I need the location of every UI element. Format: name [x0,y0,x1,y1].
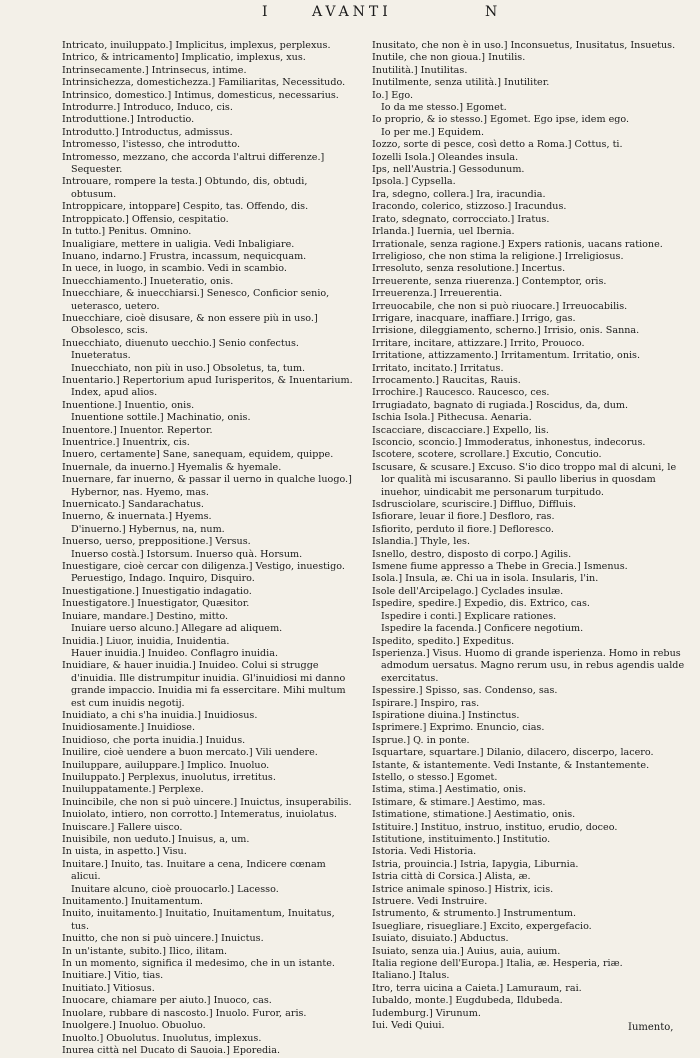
page-number: I [262,4,271,20]
dictionary-entry: Inuestigatione.] Inuestigatio indagatio. [62,585,252,597]
dictionary-entry: Inurea città nel Ducato di Sauoia.] Eporedia. [62,1044,281,1056]
dictionary-entry: Inuisibile, non ueduto.] Inuisus, a, um. [62,834,250,845]
dictionary-entry: Intrinsecamente.] Intrinsecus, intime. [62,64,247,76]
dictionary-entry: Islandia.] Thyle, les. [372,536,471,548]
dictionary-entry: Inuilire, cioè uendere a buon mercato.] Vili uendere. [62,747,318,759]
dictionary-entry: Io.] Ego. [372,89,414,101]
dictionary-entry: Itro, terra uicina a Caieta.] Lamuraum, rai. [372,982,582,994]
dictionary-entry: Inuentione sottile.] Machinatio, onis. [71,412,251,424]
dictionary-entry: Ipsola.] Cypsella. [372,176,456,188]
dictionary-entry: Intromesso, mezzano, che accorda l'altrui differenze.] Sequester. [62,151,325,176]
dictionary-entry: Isconcio, sconcio.] Immoderatus, inhonestus, indecorus. [372,437,646,448]
dictionary-entry: Inuolgere.] Inuoluo. Obuoluo. [62,1020,206,1032]
catchword: Iumento, [628,1022,674,1033]
dictionary-entry: Inuecchiare, & inuecchiarsi.] Senesco, Conficior senio, ueterasco, uetero. [62,288,330,312]
dictionary-entry: Inuecchiato, non più in uso.] Obsoletus, ta, tum. [71,362,306,374]
dictionary-entry: Inuincibile, che non si può uincere.] Inuictus, insuperabilis. [62,796,352,808]
dictionary-entry: Inuocare, chiamare per aiuto.] Inuoco, cas. [62,995,272,1007]
dictionary-entry: Inutilmente, senza utilità.] Inutiliter. [372,77,550,89]
dictionary-entry: Inuolto.] Obuolutus. Inuolutus, implexus. [62,1032,262,1044]
dictionary-entry: Istello, o stesso.] Egomet. [372,771,498,783]
dictionary-entry: Irrochire.] Raucesco. Raucesco, ces. [372,387,550,399]
page-header [0,4,700,22]
dictionary-entry: Io proprio, & io stesso.] Egomet. Ego ipse, idem ego. [372,114,630,126]
dictionary-entry: Italia regione dell'Europa.] Italia, æ. Hesperia, riæ. [372,958,623,970]
dictionary-entry: Ismene fiume appresso a Thebe in Grecia.] Ismenus. [372,561,628,573]
dictionary-entry: Irritare, incitare, attizzare.] Irrito, Prouoco. [372,337,585,349]
dictionary-entry: Ispessire.] Spisso, sas. Condenso, sas. [372,685,558,697]
dictionary-entry: Inuiluppare, auiluppare.] Implico. Inuoluo. [62,759,270,771]
dictionary-entry: Ispiratione diuina.] Instinctus. [372,709,520,721]
dictionary-entry: Irritato, incitato.] Irritatus. [372,362,504,374]
dictionary-entry: Isfiorito, perduto il fiore.] Defloresco. [372,523,554,535]
dictionary-entry: Inualigiare, mettere in ualigia. Vedi Inbaligiare. [62,238,295,250]
dictionary-entry: Irreuerente, senza riuerenza.] Contemptor, oris. [372,275,607,287]
dictionary-entry: Isfiorare, leuar il fiore.] Desfloro, ras. [372,511,555,523]
dictionary-entry: Isprimere.] Exprimo. Enuncio, cias. [372,722,545,734]
dictionary-entry: Inuentore.] Inuentor. Repertor. [62,424,213,436]
dictionary-entry: Istima, stima.] Aestimatio, onis. [372,784,527,796]
dictionary-entry: Ischia Isola.] Pithecusa. Aenaria. [372,412,532,424]
dictionary-entry: Inuiare uerso alcuno.] Allegare ad aliquem. [71,623,283,635]
dictionary-entry: Inuano, indarno.] Frustra, incassum, nequicquam. [62,250,307,262]
dictionary-entry: Inuecchiare, cioè disusare, & non essere più in uso.] Obsolesco, scis. [62,312,318,337]
dictionary-entry: Isola.] Insula, æ. Chi ua in isola. Insularis, l'in. [372,573,599,585]
dictionary-entry: Inuero, certamente] Sane, sanequam, equidem, quippe. [62,449,334,461]
dictionary-entry: In tutto.] Penitus. Omnino. [62,226,192,238]
dictionary-entry: Isdrusciolare, scuriscire.] Diffluo, Diffluis. [372,499,577,511]
dictionary-entry: Inuernicato.] Sandarachatus. [62,499,204,511]
dictionary-entry: Istitutione, instituimento.] Institutio. [372,834,551,845]
dictionary-entry: Isnello, destro, disposto di corpo.] Agilis. [372,548,572,560]
dictionary-entry: Ips, nell'Austria.] Gessodunum. [372,164,525,176]
dictionary-entry: Io da me stesso.] Egomet. [381,102,507,114]
dictionary-entry: Istrice animale spinoso.] Histrix, icis. [372,883,554,895]
dictionary-entry: Irlanda.] Iuernia, uel Ibernia. [372,226,515,238]
dictionary-entry: Iscacciare, discacciare.] Expello, lis. [372,424,549,436]
dictionary-entry: Ispedire, spedire.] Expedio, dis. Extrico, cas. [372,598,590,610]
dictionary-entry: Irritatione, attizzamento.] Irritamentum. Irritatio, onis. [372,350,641,362]
dictionary-entry: Inuiare, mandare.] Destino, mitto. [62,610,229,622]
dictionary-entry: D'inuerno.] Hybernus, na, num. [71,523,225,535]
dictionary-entry: Inuitare.] Inuito, tas. Inuitare a cena, Indicere cœnam alicui. [62,858,326,883]
dictionary-entry: Inuestigare, cioè cercar con diligenza.] Vestigo, inuestigo. Peruestigo, Indago. Inquiro, Disquiro. [62,561,345,585]
dictionary-entry: Introppicato.] Offensio, cespitatio. [62,213,229,225]
dictionary-entry: Intricato, inuiluppato.] Implicitus, implexus, perplexus. [62,40,331,51]
dictionary-entry: Inutilità.] Inutilitas. [372,64,468,76]
dictionary-entry: Ispedire la facenda.] Conficere negotium. [381,623,584,635]
dictionary-entry: Inuerso costà.] Istorsum. Inuerso quà. Horsum. [71,548,303,560]
dictionary-entry: Io per me.] Equidem. [381,126,485,138]
dictionary-entry: Inuitiato.] Vitiosus. [62,982,155,994]
dictionary-entry: Istimare, & stimare.] Aestimo, mas. [372,796,546,808]
dictionary-entry: Inuidia.] Liuor, inuidia, Inuidentia. [62,635,230,647]
dictionary-entry: Introuare, rompere la testa.] Obtundo, dis, obtudi, obtusum. [62,176,308,200]
dictionary-entry: Iracondo, colerico, stizzoso.] Iracundus. [372,201,567,213]
dictionary-entry: Inuiluppatamente.] Perplexe. [62,784,204,796]
dictionary-entry: Iubaldo, monte.] Eugdubeda, Ildubeda. [372,995,563,1007]
dictionary-entry: Inuitto, che non si può uincere.] Inuictus. [62,933,264,945]
dictionary-entry: Ispirare.] Inspiro, ras. [372,697,480,709]
dictionary-entry: Inuitare alcuno, cioè prouocarlo.] Lacesso. [71,883,279,895]
dictionary-entry: Intromesso, l'istesso, che introdutto. [62,139,241,151]
dictionary-entry: Iscotere, scotere, scrollare.] Excutio, Concutio. [372,449,602,461]
dictionary-entry: Irrugiadato, bagnato di rugiada.] Roscidus, da, dum. [372,399,629,411]
dictionary-entry: Isuegliare, risuegliare.] Excito, expergefacio. [372,920,592,932]
dictionary-entry: Inuerno, & inuernata.] Hyems. [62,511,212,523]
dictionary-entry: Irrationale, senza ragione.] Expers rationis, uacans ratione. [372,238,663,250]
dictionary-entry: Inuentrice.] Inuentrix, cis. [62,437,190,448]
dictionary-entry: Isquartare, squartare.] Dilanio, dilacero, discerpo, lacero. [372,747,654,759]
dictionary-entry: Isperienza.] Visus. Huomo di grande isperienza. Homo in rebus admodum uersatus. Magno rerum usu, in rebus agendis ualde exercitatus. [372,647,685,684]
dictionary-entry: Irrigare, inacquare, inaffiare.] Irrigo, gas. [372,312,576,324]
dictionary-entry: Inuitamento.] Inuitamentum. [62,896,203,908]
left-column [62,40,354,1056]
dictionary-entry: Inuentione.] Inuentio, onis. [62,399,195,411]
dictionary-entry: Inuecchiamento.] Inueteratio, onis. [62,275,234,287]
dictionary-entry: Istimatione, stimatione.] Aestimatio, onis. [372,809,576,821]
dictionary-entry: Inuidioso, che porta inuidia.] Inuidus. [62,734,246,746]
dictionary-entry: Iscusare, & scusare.] Excuso. S'io dico troppo mal di alcuni, le lor qualità mi iscusaranno. Si paullo liberius in quosdam inuehor, uindicabit me personarum turpitudo. [372,461,677,498]
dictionary-entry: Istruere. Vedi Instruire. [372,896,488,908]
dictionary-entry: Inuidiato, a chi s'ha inuidia.] Inuidiosus. [62,709,258,721]
dictionary-entry: In un momento, significa il medesimo, che in un istante. [62,958,335,970]
dictionary-entry: Introdutto.] Introductus, admissus. [62,126,233,138]
dictionary-entry: Inuiolato, intiero, non corrotto.] Intemeratus, inuiolatus. [62,809,337,821]
dictionary-entry: Inusitato, che non è in uso.] Inconsuetus, Inusitatus, Insuetus. [372,40,676,51]
dictionary-entry: Irato, sdegnato, corrocciato.] Iratus. [372,213,550,225]
dictionary-entry: Istituire.] Instituo, instruo, instituo, erudio, doceo. [372,821,618,833]
dictionary-entry: In un'istante, subito.] Ilico, ilitam. [62,945,228,957]
dictionary-entry: Introduttione.] Introductio. [62,114,195,126]
dictionary-entry: Iozelli Isola.] Oleandes insula. [372,151,519,163]
dictionary-entry: Isuiato, senza uia.] Auius, auia, auium. [372,945,561,957]
dictionary-entry: Iozzo, sorte di pesce, così detto a Roma.] Cottus, ti. [372,139,623,151]
dictionary-entry: Isole dell'Arcipelago.] Cyclades insulæ. [372,585,564,597]
dictionary-entry: Italiano.] Italus. [372,970,450,982]
right-column [372,40,690,1048]
dictionary-entry: Inutile, che non gioua.] Inutilis. [372,52,526,64]
dictionary-entry: Istante, & istantemente. Vedi Instante, & Instantemente. [372,759,650,771]
dictionary-entry: Istoria. Vedi Historia. [372,846,477,858]
section-letter: N [485,4,501,20]
dictionary-entry: Introdurre.] Introduco, Induco, cis. [62,102,233,114]
dictionary-entry: Intrinsichezza, domestichezza.] Familiaritas, Necessitudo. [62,77,346,89]
dictionary-entry: Hauer inuidia.] Inuideo. Conflagro inuidia. [71,647,279,659]
dictionary-entry: Inuitiare.] Vitio, tias. [62,970,164,982]
dictionary-entry: Irreuocabile, che non si può riuocare.] Irreuocabilis. [372,300,628,312]
dictionary-entry: Ispedito, spedito.] Expeditus. [372,635,515,647]
dictionary-entry: Intrinsico, domestico.] Intimus, domesticus, necessarius. [62,89,339,101]
dictionary-entry: Ira, sdegno, collera.] Ira, iracundia. [372,188,546,200]
dictionary-entry: Irrocamento.] Raucitas, Rauis. [372,374,521,386]
dictionary-entry: Istria città di Corsica.] Alista, æ. [372,871,531,883]
dictionary-entry: In uece, in luogo, in scambio. Vedi in scambio. [62,263,287,275]
dictionary-entry: Introppicare, intoppare] Cespito, tas. Offendo, dis. [62,201,309,213]
dictionary-entry: Irreligioso, che non stima la religione.] Irreligiosus. [372,250,624,262]
dictionary-entry: Inuernale, da inuerno.] Hyemalis & hyemale. [62,461,282,473]
dictionary-entry: In uista, in aspetto.] Visu. [62,846,187,858]
dictionary-entry: Inuidiosamente.] Inuidiose. [62,722,196,734]
dictionary-entry: Inuolare, rubbare di nascosto.] Inuolo. Furor, aris. [62,1007,307,1019]
dictionary-entry: Inuito, inuitamento.] Inuitatio, Inuitamentum, Inuitatus, tus. [62,908,335,932]
dictionary-entry: Irrisione, dileggiamento, scherno.] Irrisio, onis. Sanna. [372,325,640,337]
dictionary-entry: Inuestigatore.] Inuestigator, Quæsitor. [62,598,250,610]
dictionary-entry: Istria, prouincia.] Istria, Iapygia, Liburnia. [372,858,579,870]
dictionary-entry: Iui. Vedi Quiui. [372,1020,445,1032]
dictionary-entry: Inuiluppato.] Perplexus, inuolutus, irretitus. [62,771,276,783]
dictionary-entry: Irresoluto, senza resolutione.] Incertus. [372,263,566,275]
dictionary-entry: Inuiscare.] Fallere uisco. [62,821,183,833]
dictionary-entry: Ispedire i conti.] Explicare rationes. [381,610,557,622]
dictionary-entry: Inuentario.] Repertorium apud Iurisperitos, & Inuentarium. Index, apud alios. [62,374,353,399]
dictionary-entry: Isuiato, disuiato.] Abductus. [372,933,509,945]
dictionary-entry: Irreuerenza.] Irreuerentia. [372,288,503,300]
dictionary-entry: Inuerso, uerso, preppositione.] Versus. [62,536,251,548]
dictionary-entry: Iudemburg.] Virunum. [372,1007,481,1019]
running-title: AVANTI [312,4,392,20]
dictionary-entry: Isprue.] Q. in ponte. [372,734,470,746]
dictionary-entry: Inuidiare, & hauer inuidia.] Inuideo. Colui si strugge d'inuidia. Ille distrumpitur inuidia. Gl'inuidiosi mi danno grande impaccio. Inuidia mi fa essercitare. Mihi multum est cum inuidis negotij. [62,660,346,709]
dictionary-entry: Intrico, & intricamento] Implicatio, implexus, xus. [62,52,306,64]
dictionary-entry: Inuecchiato, diuenuto uecchio.] Senio confectus. Inueteratus. [62,337,299,362]
dictionary-entry: Istrumento, & strumento.] Instrumentum. [372,908,577,920]
dictionary-entry: Inuernare, far inuerno, & passar il uerno in qualche luogo.] Hybernor, nas. Hyemo, mas. [62,474,352,498]
